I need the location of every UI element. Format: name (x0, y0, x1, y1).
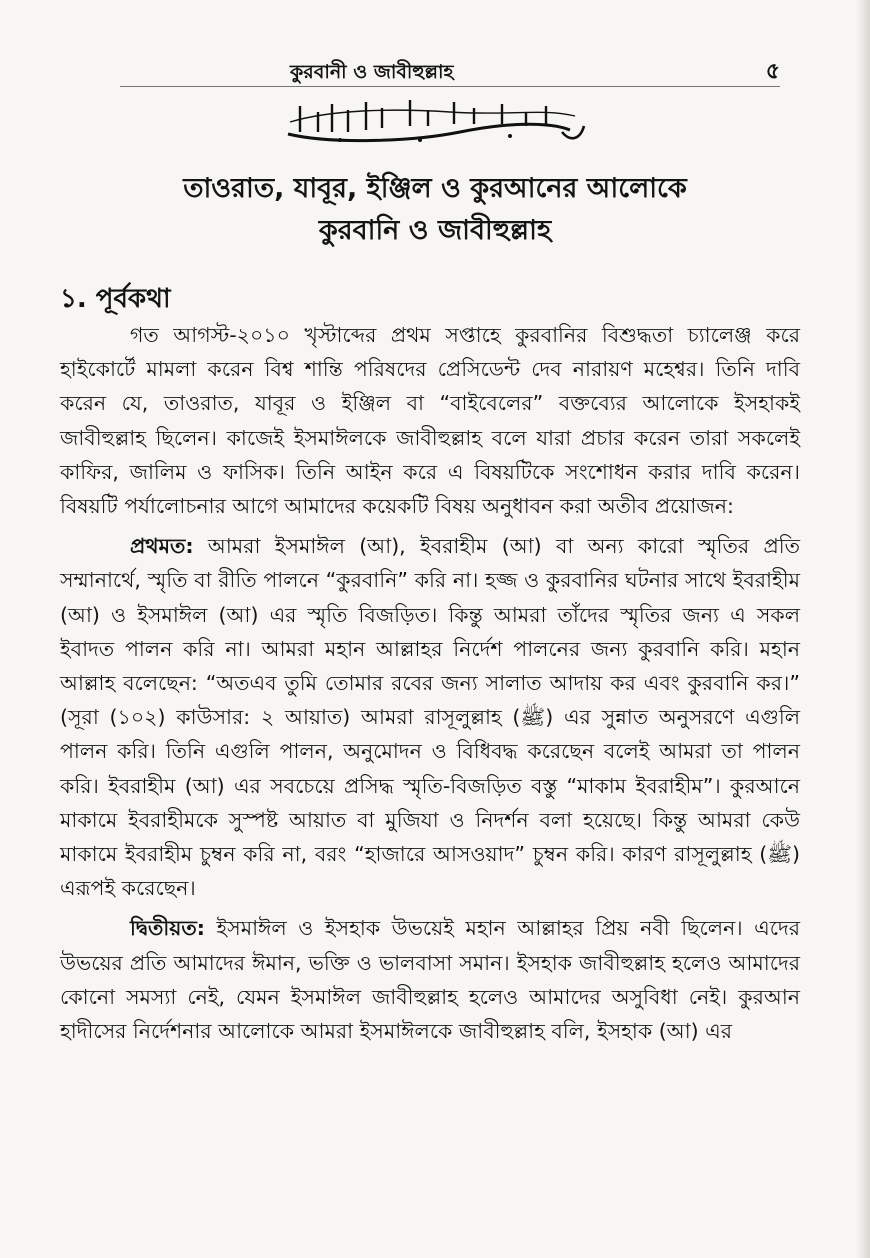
paragraph-3-text: ইসমাঈল ও ইসহাক উভয়েই মহান আল্লাহর প্রিয় নবী ছিলেন। এদের উভয়ের প্রতি আমাদের ঈমান, ভক্তি ও ভালবাসা সমান। ইসহাক জাবীহুল্লাহ হলেও আমাদের কোনো সমস্যা নেই, যেমন ইসমাঈল জাবীহুল্লাহ হলেও আমাদের অসুবিধা নেই। কুরআন হাদীসের নির্দেশনার আলোকে আমরা ইসমাঈলকে জাবীহুল্লাহ বলি, ইসহাক (আ) এর (60, 916, 800, 1044)
page-header (120, 52, 780, 92)
paragraph-2-text: আমরা ইসমাঈল (আ), ইবরাহীম (আ) বা অন্য কারো স্মৃতির প্রতি সম্মানার্থে, স্মৃতি বা রীতি পালনে “কুরবানি” করি না। হজ্জ ও কুরবানির ঘটনার সাথে ইবরাহীম (আ) ও ইসমাঈল (আ) এর স্মৃতি বিজড়িত। কিন্তু আমরা তাঁদের স্মৃতির জন্য এ সকল ইবাদত পালন করি না। আমরা মহান আল্লাহর নির্দেশ পালনের জন্য কুরবানি করি। মহান আল্লাহ বলেছেন: “অতএব তুমি তোমার রবের জন্য সালাত আদায় কর এবং কুরবানি কর।” (সূরা (১০২) কাউসার: ২ আয়াত) আমরা রাসূলুল্লাহ (ﷺ) এর সুন্নাত অনুসরণে এগুলি পালন করি। তিনি এগুলি পালন, অনুমোদন ও বিধিবদ্ধ করেছেন বলেই আমরা তা পালন করি। ইবরাহীম (আ) এর সবচেয়ে প্রসিদ্ধ স্মৃতি-বিজড়িত বস্তু “মাকাম ইবরাহীম”। কুরআনে মাকামে ইবরাহীমকে সুস্পষ্ট আয়াত বা মুজিযা ও নিদর্শন বলা হয়েছে। কিন্তু আমরা কেউ মাকামে ইবরাহীম চুম্বন করি না, বরং “হাজারে আসওয়াদ” চুম্বন করি। কারণ রাসূলুল্লাহ (ﷺ) এরূপই করেছেন। (60, 534, 801, 901)
chapter-title-line-2: কুরবানি ও জাবীহুল্লাহ (318, 215, 552, 246)
paragraph-2 (60, 529, 800, 905)
page-edge-shadow (856, 0, 870, 1258)
page-number: ৫ (765, 59, 780, 84)
chapter-title-line-1: তাওরাত, যাবূর, ইঞ্জিল ও কুরআনের আলোকে (183, 173, 687, 204)
paragraph-1: গত আগস্ট-২০১০ খৃস্টাব্দের প্রথম সপ্তাহে কুরবানির বিশুদ্ধতা চ্যালেঞ্জ করে হাইকোর্টে মামলা করেন বিশ্ব শান্তি পরিষদের প্রেসিডেন্ট দেব নারায়ণ মহেশ্বর। তিনি দাবি করেন যে, তাওরাত, যাবূর ও ইঞ্জিল বা “বাইবেলের” বক্তব্যের আলোকে ইসহাকই জাবীহুল্লাহ ছিলেন। কাজেই ইসমাঈলকে জাবীহুল্লাহ বলে যারা প্রচার করেন তারা সকলেই কাফির, জালিম ও ফাসিক। তিনি আইন করে এ বিষয়টিকে সংশোধন করার দাবি করেন। বিষয়টি পর্যালোচনার আগে আমাদের কয়েকটি বিষয় অনুধাবন করা অতীব প্রয়োজন: (60, 323, 800, 519)
running-head: কুরবানী ও জাবীহুল্লাহ (290, 61, 454, 83)
basmala-calligraphy (270, 92, 590, 152)
section-heading: ১. পূর্বকথা (60, 284, 171, 314)
paragraph-3-label: দ্বিতীয়ত: (130, 916, 205, 941)
paragraph-2-label: প্রথমত: (130, 534, 194, 559)
body-text (60, 318, 800, 1054)
paragraph-3 (60, 911, 800, 1048)
header-rule (120, 86, 780, 87)
